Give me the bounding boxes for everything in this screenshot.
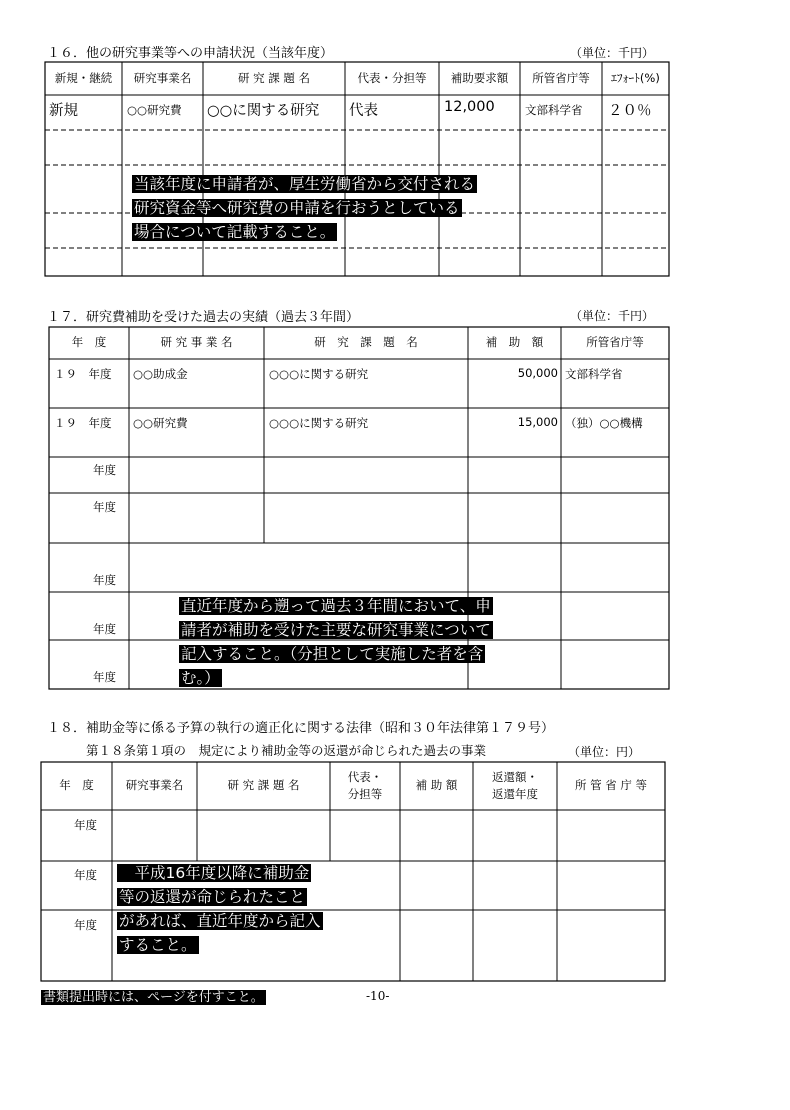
t16-header-role: 代表・分担等	[357, 70, 427, 85]
t18-header-project: 研究事業名	[125, 778, 184, 793]
t18-row2-year: 年度	[74, 868, 97, 882]
section-16-unit: （単位：千円）	[570, 46, 655, 60]
t17-note-line-3: 記入すること。（分担として実施した者を含	[181, 645, 484, 663]
section-16-title: １６．他の研究事業等への申請状況（当該年度）	[47, 46, 334, 61]
t16-header-new-continue: 新規・継続	[54, 70, 113, 85]
footer-note-box	[41, 986, 266, 1008]
t17-row5-year: 年度	[93, 573, 116, 587]
t18-header-return-line1: 返還額・	[492, 769, 538, 784]
t17-row2-topic: ○○○に関する研究	[269, 416, 369, 430]
t18-header-role	[330, 762, 400, 810]
t16-cell-status: 新規	[49, 103, 78, 119]
t16-cell-amount: 12,000	[444, 99, 495, 115]
t16-cell-topic: ○○に関する研究	[207, 103, 320, 119]
t16-note-line-3: 場合について記載すること。	[134, 223, 336, 241]
t17-row1-amount: 50,000	[517, 366, 558, 380]
t18-note-line-2: 等の返還が命じられたこと	[119, 888, 306, 906]
t17-header-amount: 補 助 額	[485, 335, 544, 350]
t16-header-project: 研究事業名	[133, 70, 192, 85]
t17-row7-year: 年度	[93, 670, 116, 684]
page-number: -10-	[366, 989, 390, 1003]
t17-row4-year: 年度	[93, 500, 116, 514]
t18-header-return	[473, 762, 557, 810]
section-17-unit: （単位：千円）	[570, 309, 655, 323]
t18-header-amount: 補 助 額	[415, 778, 458, 793]
t17-note-line-4: む。）	[181, 669, 220, 687]
t16-header-ministry: 所管省庁等	[532, 70, 590, 85]
t17-row2-ministry: （独）○○機構	[565, 416, 643, 430]
t17-row1-ministry: 文部科学省	[565, 367, 623, 381]
t16-header-amount: 補助要求額	[450, 70, 509, 85]
t18-header-ministry: 所 管 省 庁 等	[574, 778, 648, 793]
t16-cell-effort: ２０％	[608, 103, 652, 119]
t16-cell-project: ○○研究費	[127, 103, 182, 117]
footer-note: 書類提出時には、ページを付すこと。	[43, 990, 264, 1005]
t18-note-line-3: があれば、直近年度から記入	[119, 912, 321, 930]
t17-row6-year: 年度	[93, 622, 116, 636]
t18-header-return-line2: 返還年度	[492, 787, 538, 801]
section-18-subtitle: 第１８条第１項の 規定により補助金等の返還が命じられた過去の事業	[86, 743, 487, 758]
t17-row1-project: ○○助成金	[133, 367, 188, 381]
t16-instruction-note	[132, 172, 477, 244]
t18-instruction-note	[117, 861, 323, 957]
t16-cell-role: 代表	[349, 103, 378, 119]
t18-note-line-1: 平成16年度以降に補助金	[119, 864, 310, 882]
t18-header-topic: 研 究 課 題 名	[227, 778, 300, 793]
t17-row3-year: 年度	[93, 463, 116, 477]
t17-instruction-note	[179, 594, 493, 690]
t16-cell-ministry: 文部科学省	[525, 103, 583, 117]
section-17-title: １７．研究費補助を受けた過去の実績（過去３年間）	[47, 310, 360, 325]
t18-header-role-line1: 代表・	[347, 769, 383, 784]
section-18-title: １８．補助金等に係る予算の執行の適正化に関する法律（昭和３０年法律第１７９号）	[47, 721, 555, 736]
t18-row1-year: 年度	[74, 818, 97, 832]
t17-header-year: 年 度	[71, 335, 107, 350]
section-18-unit: （単位：円）	[568, 745, 641, 759]
t18-note-line-4: すること。	[119, 936, 197, 954]
t18-header-year: 年 度	[59, 778, 94, 793]
t18-row3-year: 年度	[74, 918, 97, 932]
t17-row2-project: ○○研究費	[133, 416, 188, 430]
t16-header-effort: ｴﾌｫｰﾄ(%)	[611, 70, 660, 85]
t17-header-project: 研 究 事 業 名	[160, 335, 233, 350]
t17-note-line-1: 直近年度から遡って過去３年間において、申	[181, 597, 491, 615]
t17-header-topic: 研 究 課 題 名	[314, 335, 418, 350]
t17-row1-year: １９ 年度	[54, 367, 112, 381]
t16-note-line-2: 研究資金等へ研究費の申請を行おうとしている	[134, 199, 460, 217]
t17-header-ministry: 所管省庁等	[586, 335, 644, 350]
t17-row2-amount: 15,000	[517, 415, 558, 429]
t16-note-line-1: 当該年度に申請者が、厚生労働省から交付される	[134, 175, 476, 193]
t16-header-topic: 研 究 課 題 名	[237, 70, 311, 85]
t17-row1-topic: ○○○に関する研究	[269, 367, 369, 381]
t18-header-role-line2: 分担等	[347, 787, 383, 801]
t17-note-line-2: 請者が補助を受けた主要な研究事業について	[181, 621, 491, 639]
t17-row2-year: １９ 年度	[54, 416, 112, 430]
